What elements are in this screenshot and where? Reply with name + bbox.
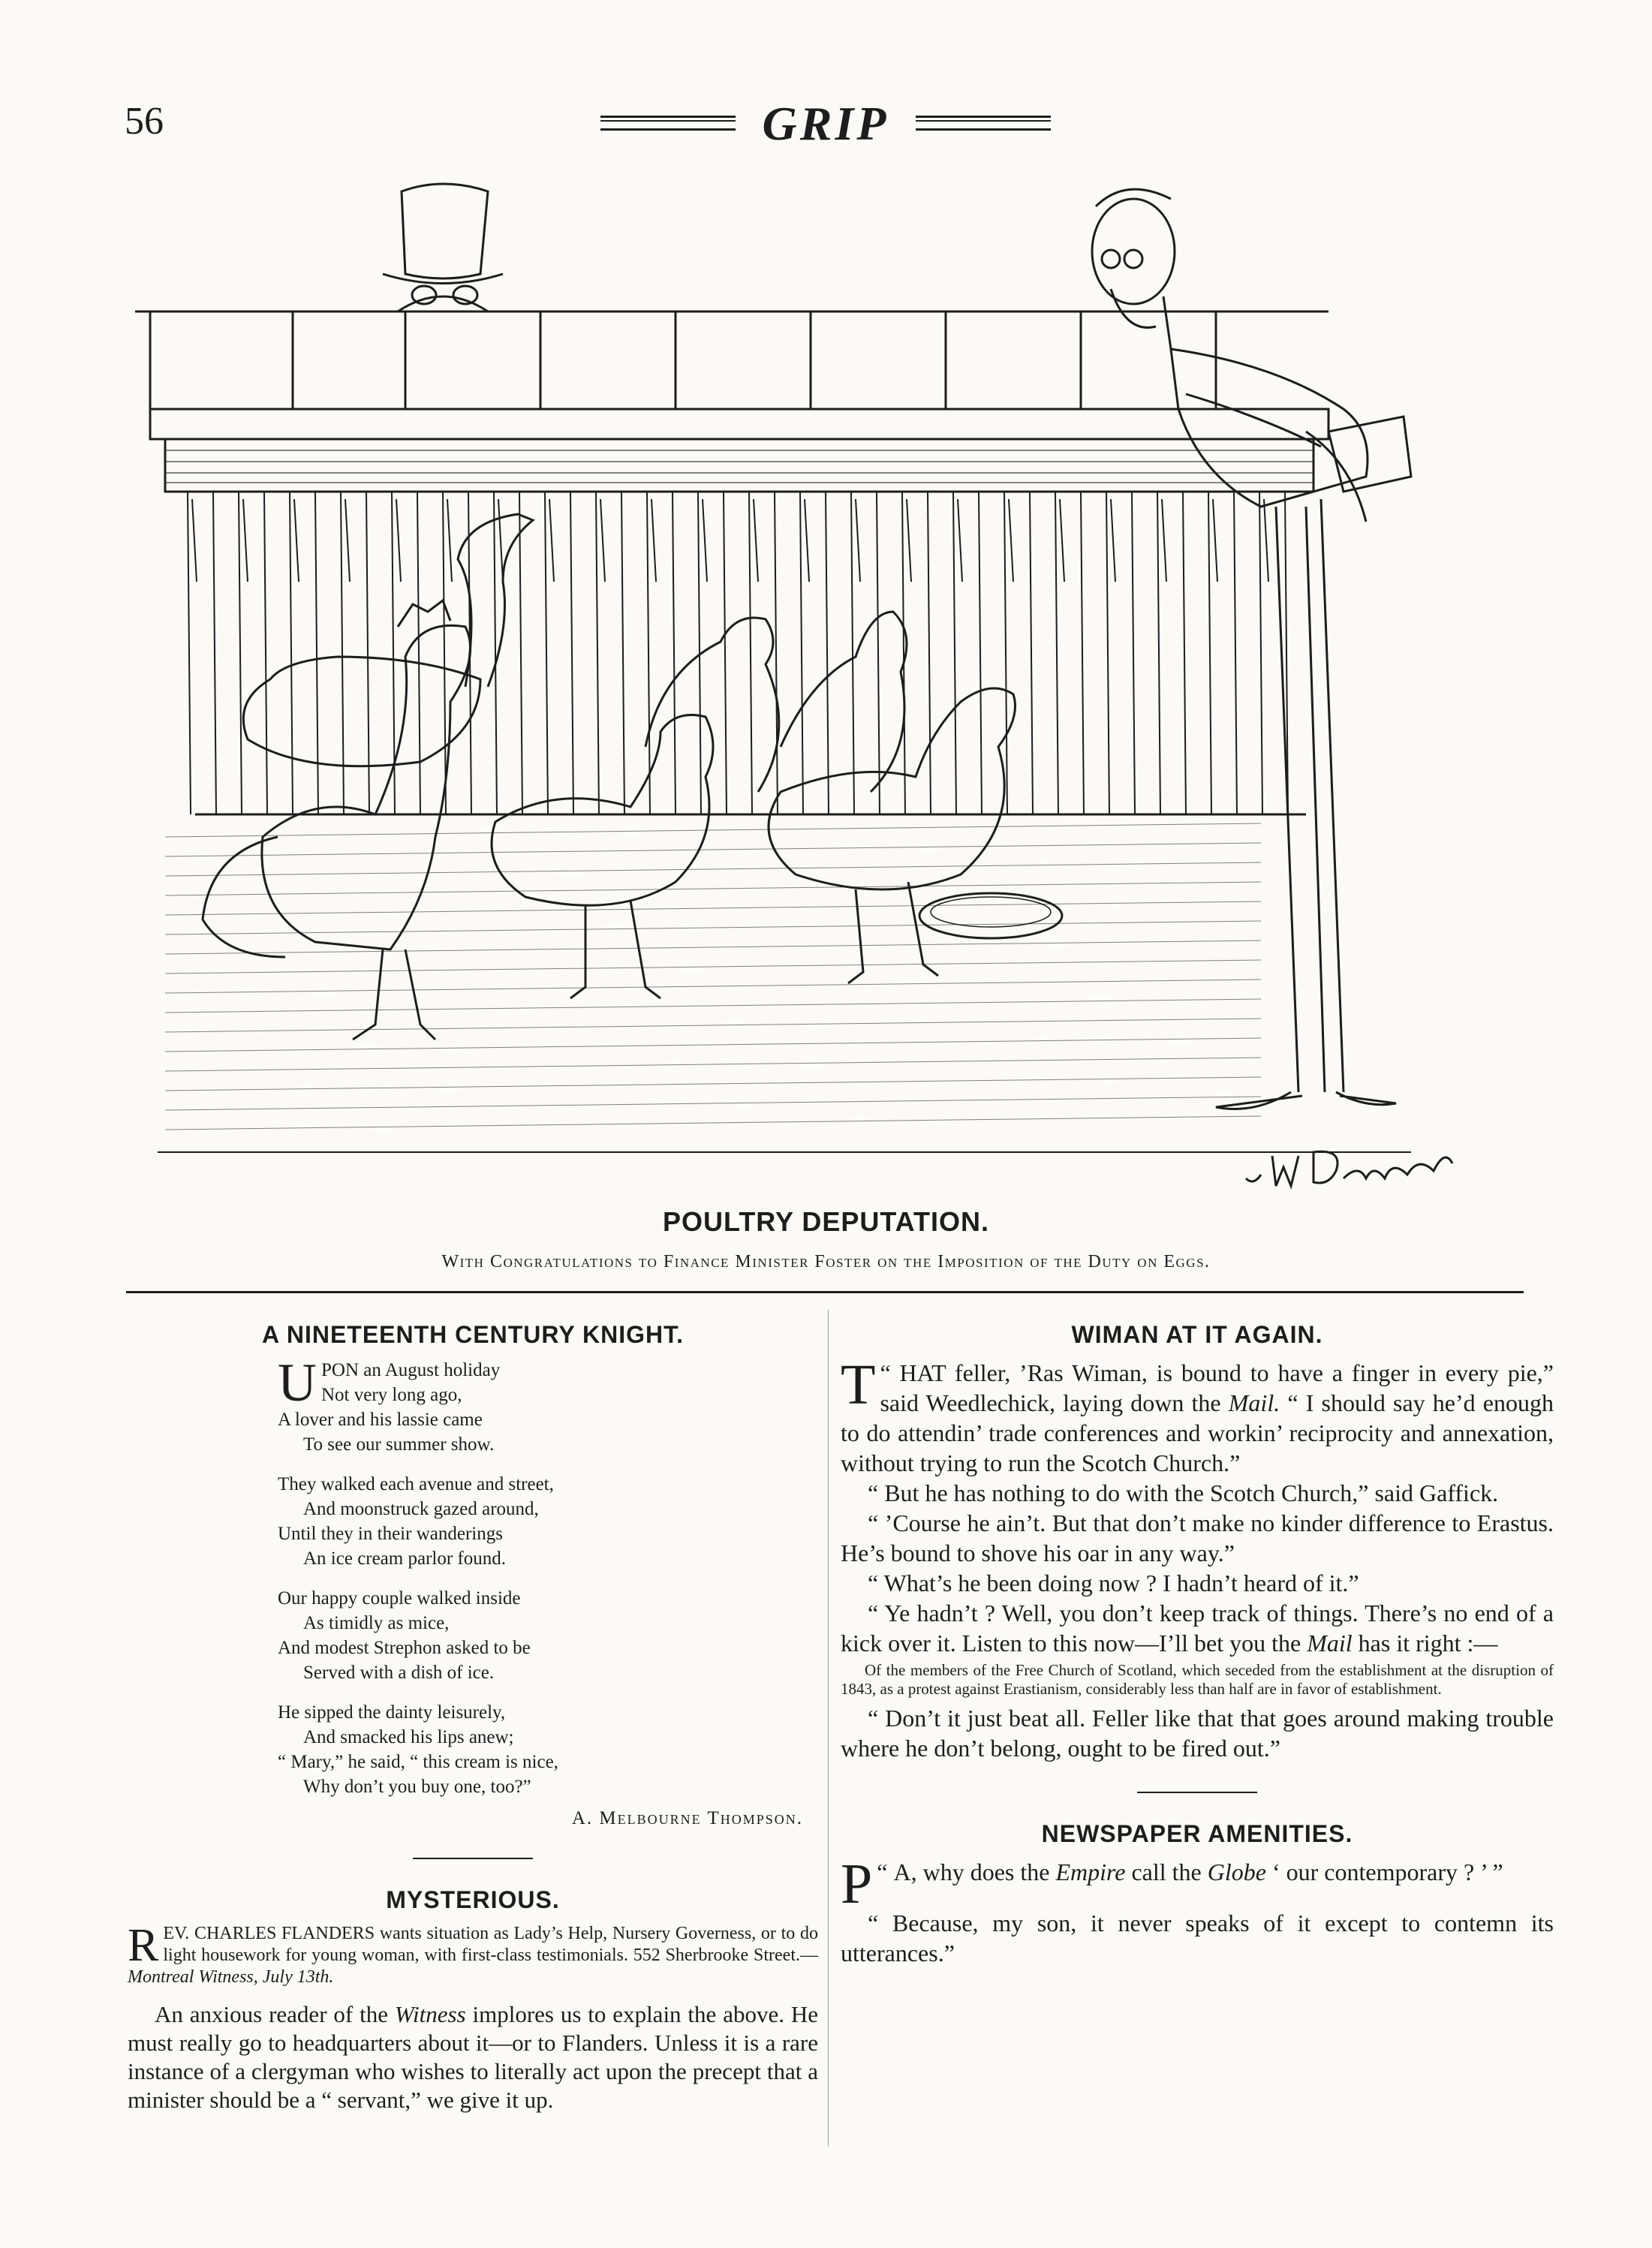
goose [243,514,533,766]
poem-line: And smacked his lips anew; [303,1727,514,1747]
fence-post [724,492,727,814]
fence-post [239,492,242,814]
fence-shading [1060,499,1064,582]
poem-stanza [278,1586,818,1685]
fence-post [264,492,267,814]
poem-line: And modest Strephon asked to be [278,1638,531,1658]
fence-shading [600,499,605,582]
floor-hatching [165,823,1261,1130]
floor-line [165,980,1261,993]
column-divider [828,1310,829,2147]
poem-line: They walked each avenue and street, [278,1474,554,1494]
wiman-paragraph [841,1598,1554,1658]
amenities-open-quote: “ [877,1858,894,1885]
advert-dropcap: R [128,1920,159,1971]
fence-post [673,492,676,814]
fence-shading [1111,499,1115,582]
mysterious-advert [128,1920,818,1988]
fence-shading [805,499,809,582]
wiman-open-quote: “ [880,1359,900,1386]
floor-line [165,960,1261,974]
floor-line [165,862,1261,876]
fence-post [647,492,650,814]
fence-post [290,492,293,814]
poem-line: To see our summer show. [303,1434,495,1455]
fence-shading [703,499,707,582]
fence-post [519,492,522,814]
fence-shading [958,499,962,582]
floor-line [165,1058,1261,1071]
fence-post [443,492,446,814]
poem-line: Served with a dish of ice. [303,1663,495,1683]
fence-post [902,492,905,814]
masthead [600,96,1051,149]
mysterious-body [128,2000,818,2114]
advert-text: EV. CHARLES FLANDERS wants situation as Lady’s Help, Nursery Governess, or to do light housework for young woman, with first-class testimonials. 552 Sherbrooke Street.— [163,1924,818,1965]
fence-post [1081,492,1084,814]
fence-post [851,492,854,814]
masthead-rule-right [916,116,1051,131]
wall-blocks [135,311,1329,409]
fence-post [1259,492,1262,814]
wiman-paragraph: “ Don’t it just beat all. Feller like that that goes around making trouble where he don’t belong, ought to be fired out.” [841,1705,1554,1762]
right-column [841,1321,1554,1968]
poem-line: Our happy couple walked inside [278,1588,521,1609]
fence-shading [1162,499,1166,582]
fence-shading [192,499,197,582]
fence-shading [447,499,452,582]
poem-author: A. Melbourne Thompson. [571,1808,803,1828]
fence-post [188,492,191,814]
fence-post [596,492,599,814]
fence-post [315,492,318,814]
amenities-heading: NEWSPAPER AMENITIES. [1041,1820,1353,1847]
masthead-title: GRIP [762,97,889,150]
fence-post [953,492,956,814]
fence-shading [1213,499,1217,582]
wiman-paragraph [841,1353,1554,1478]
wiman-mail: Mail [1307,1630,1353,1657]
poem-line: Until they in their wanderings [278,1524,503,1544]
wiman-paragraph: “ ’Course he ain’t. But that don’t make no kinder difference to Erastus. He’s bound to shove his oar in any way.” [841,1509,1554,1566]
fence-post [570,492,573,814]
poem-line: As timidly as mice, [303,1613,450,1633]
fence-post [1208,492,1211,814]
fence-shading [754,499,758,582]
amenities-text: call the [1125,1858,1208,1885]
fence-post [1055,492,1058,814]
fence-post [928,492,931,814]
masthead-rule-left [600,116,736,131]
wiman-paragraph: “ What’s he been doing now ? I hadn’t heard of it.” [868,1569,1359,1596]
amenities-answer: “ Because, my son, it never speaks of it except to contemn its utterances.” [841,1909,1554,1967]
fence-post [417,492,420,814]
wiman-text: “ I should say he’d enough to do attendin’ trade conferences and workin’ reciprocity and annexation, without trying to run the Scotch Church.” [841,1389,1554,1476]
floor-line [165,999,1261,1013]
poem-stanza [278,1472,818,1571]
fence-post [545,492,548,814]
hen-center [492,715,713,999]
fence-shading [1264,499,1268,582]
fence-shading [243,499,248,582]
fence-shading [345,499,350,582]
floor-line [165,1019,1261,1032]
fence-post [749,492,752,814]
mysterious-body-pre: An anxious reader of the [155,2001,395,2027]
floor-line [165,843,1261,856]
wiman-text: has it right :— [1352,1630,1498,1657]
floor-line [165,921,1261,934]
cartoon-illustration [135,161,1516,1205]
fence-post [1183,492,1186,814]
poem-stanza [278,1353,818,1457]
fence-post [877,492,880,814]
fence-post [1106,492,1109,814]
standing-man [1092,189,1411,1109]
wiman-text: HAT feller, ’Ras Wiman, is bound to have a finger in every pie,” said Weedlechick, laying down the [880,1359,1554,1416]
section-rule [1137,1792,1257,1793]
fence-post [979,492,982,814]
fence-shading [1009,499,1013,582]
fence-post [1004,492,1007,814]
amenities-text: A, why does the [893,1858,1056,1885]
poem-dropcap: U [278,1353,317,1413]
wiman-text: “ Ye hadn’t ? Well, you don’t keep track of things. There’s no end of a kick over it. Listen to this now—I’ll bet you the [841,1599,1554,1657]
peeking-man [383,184,503,311]
fence-post [1157,492,1160,814]
advert-source: Montreal Witness, July 13th. [128,1967,334,1987]
poem-line: And moonstruck gazed around, [303,1499,539,1519]
fence-post [1030,492,1033,814]
fence-post [213,492,216,814]
poem-line: Not very long ago, [321,1385,462,1405]
wiman-mail: Mail. [1228,1389,1280,1416]
cartoon-subtitle: With Congratulations to Finance Minister Foster on the Imposition of the Duty on Eggs. [441,1252,1211,1271]
fence-shading [396,499,401,582]
fence-post [1234,492,1237,814]
wiman-dropcap: T [841,1353,876,1416]
wiman-paragraph: “ But he has nothing to do with the Scotch Church,” said Gaffick. [868,1479,1499,1506]
knight-poem [278,1353,818,1799]
page-number: 56 [125,100,164,143]
fence-shading [856,499,860,582]
floor-line [165,882,1261,895]
left-column [128,1321,818,2114]
poem-line: PON an August holiday [321,1360,501,1380]
fence-shading [907,499,911,582]
artist-signature [1231,1133,1456,1201]
mysterious-body-italic: Witness [394,2001,466,2027]
fence-post [621,492,624,814]
fence-shading [549,499,554,582]
floor-line [165,1097,1261,1110]
wiman-quoted-extract: Of the members of the Free Church of Scotland, which seceded from the establishment at the disruption of 1843, as a protest against Erastianism, considerably less than half are in favor of establishment. [841,1661,1554,1698]
poem-line: An ice cream parlor found. [303,1548,507,1569]
poem-line: A lover and his lassie came [278,1410,483,1430]
cartoon-title: POULTRY DEPUTATION. [662,1206,989,1237]
rooster [203,600,471,1040]
floor-line [165,1038,1261,1052]
knight-heading: A NINETEENTH CENTURY KNIGHT. [262,1321,684,1348]
amenities-empire: Empire [1055,1858,1126,1885]
section-rule [413,1858,533,1859]
amenities-text: ‘ our contemporary ? ’ ” [1265,1858,1503,1885]
mysterious-heading: MYSTERIOUS. [386,1886,560,1913]
fence-post [826,492,829,814]
poem-stanza [278,1700,818,1799]
floor-line [165,823,1261,837]
fence-shading [651,499,656,582]
floor-line [165,901,1261,915]
fence-post [1132,492,1135,814]
fence-shading [498,499,503,582]
poem-line: He sipped the dainty leisurely, [278,1702,506,1723]
poem-line: “ Mary,” he said, “ this cream is nice, [278,1752,558,1772]
floor-line [165,1077,1261,1091]
poem-line: Why don’t you buy one, too?” [303,1777,531,1797]
fence-post [775,492,778,814]
amenities-globe: Globe [1207,1858,1266,1885]
fence-post [800,492,803,814]
wiman-heading: WIMAN AT IT AGAIN. [1071,1321,1323,1348]
amenities-question [841,1852,1554,1915]
fence-post [494,492,497,814]
fence-shading [294,499,299,582]
floor-line [165,1116,1261,1130]
mysterious-body-post: implores us to explain the above. He must really go to headquarters about it—or to Flanders. Unless it is a rare instance of a clergyman who wishes to literally act upon the precept that a minister should be a “ servant,” we give it up. [128,2001,818,2113]
header-rule [126,1291,1524,1293]
amenities-dropcap: P [841,1852,873,1915]
